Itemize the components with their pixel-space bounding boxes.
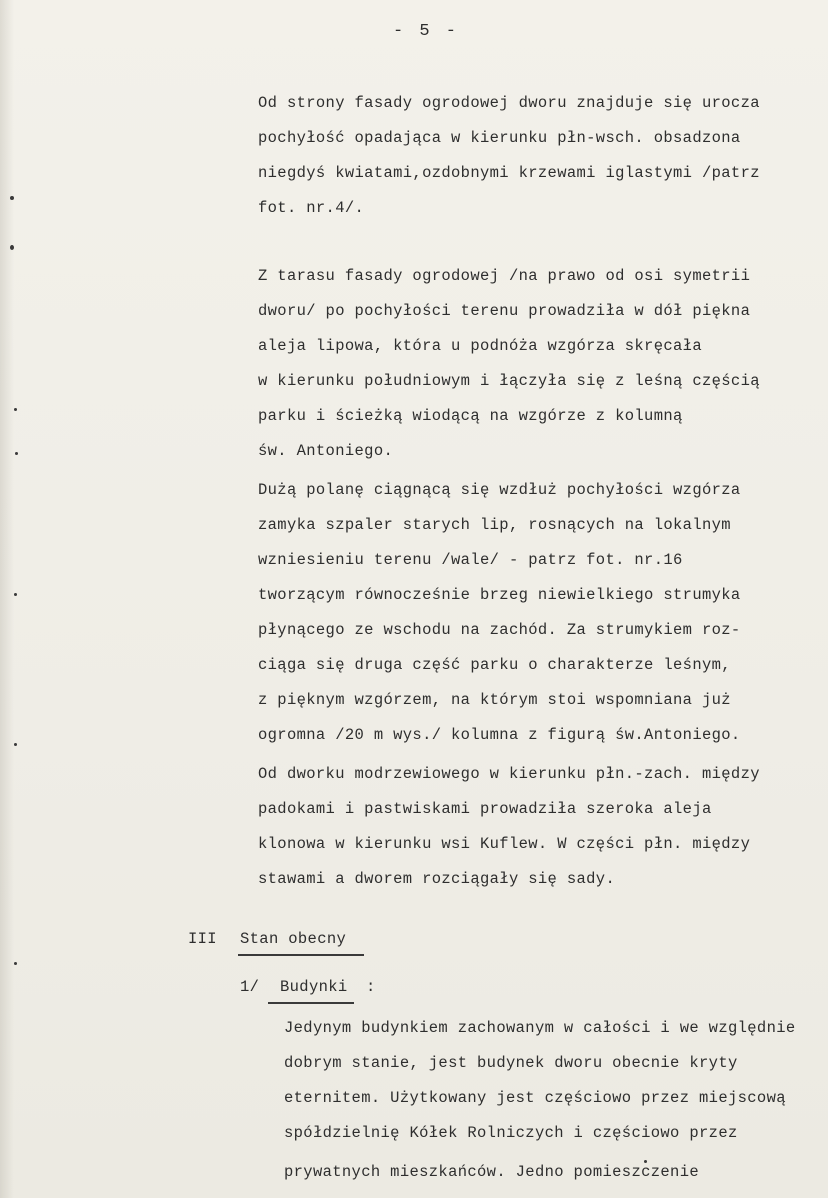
paragraph-line: ogromna /20 m wys./ kolumna z figurą św.Antoniego. (258, 726, 741, 744)
paragraph-line: wzniesieniu terenu /wale/ - patrz fot. nr.16 (258, 551, 683, 569)
paragraph-line: ciąga się druga część parku o charakterze leśnym, (258, 656, 731, 674)
paragraph-line: w kierunku południowym i łączyła się z leśną częścią (258, 372, 760, 390)
paragraph-line: fot. nr.4/. (258, 199, 365, 217)
page-number: - 5 - (393, 22, 460, 41)
paragraph-line: prywatnych mieszkańców. Jedno pomieszczenie (284, 1163, 700, 1181)
section-title: Stan obecny (240, 930, 347, 948)
paragraph-line: Dużą polanę ciągnącą się wzdłuż pochyłości wzgórza (258, 481, 741, 499)
subsection-number: 1/ (240, 978, 260, 996)
paragraph-line: parku i ścieżką wiodącą na wzgórze z kolumną (258, 407, 683, 425)
paragraph-line: Od strony fasady ogrodowej dworu znajduje się urocza (258, 94, 760, 112)
page-speck (644, 1160, 647, 1163)
section-number: III (188, 930, 217, 948)
subsection-title: Budynki (280, 978, 348, 996)
margin-speck (14, 593, 17, 596)
margin-speck (10, 196, 14, 200)
margin-speck (14, 408, 17, 411)
margin-speck (14, 743, 17, 746)
margin-speck (15, 452, 18, 455)
paragraph-line: spółdzielnię Kółek Rolniczych i częściowo przez (284, 1124, 738, 1142)
section-title-underline (238, 954, 364, 956)
paragraph-line: Jedynym budynkiem zachowanym w całości i we względnie (284, 1019, 796, 1037)
paragraph-line: św. Antoniego. (258, 442, 394, 460)
paragraph-line: stawami a dworem rozciągały się sady. (258, 870, 616, 888)
paragraph-line: niegdyś kwiatami,ozdobnymi krzewami iglastymi /patrz (258, 164, 760, 182)
paragraph-line: padokami i pastwiskami prowadziła szeroka aleja (258, 800, 712, 818)
paragraph-line: dobrym stanie, jest budynek dworu obecnie kryty (284, 1054, 738, 1072)
paragraph-line: Od dworku modrzewiowego w kierunku płn.-zach. między (258, 765, 760, 783)
paragraph-line: pochyłość opadająca w kierunku płn-wsch. obsadzona (258, 129, 741, 147)
paragraph-line: aleja lipowa, która u podnóża wzgórza skręcała (258, 337, 702, 355)
page-edge-shadow (0, 0, 14, 1198)
margin-speck (14, 962, 17, 965)
paragraph-line: tworzącym równocześnie brzeg niewielkiego strumyka (258, 586, 741, 604)
paragraph-line: płynącego ze wschodu na zachód. Za strumykiem roz- (258, 621, 741, 639)
paragraph-line: z pięknym wzgórzem, na którym stoi wspomniana już (258, 691, 731, 709)
margin-speck (10, 245, 14, 250)
subsection-title-underline (268, 1002, 354, 1004)
paragraph-line: eternitem. Użytkowany jest częściowo przez miejscową (284, 1089, 786, 1107)
paragraph-line: Z tarasu fasady ogrodowej /na prawo od osi symetrii (258, 267, 751, 285)
subsection-colon: : (366, 978, 376, 996)
paragraph-line: klonowa w kierunku wsi Kuflew. W części płn. między (258, 835, 751, 853)
paragraph-line: zamyka szpaler starych lip, rosnących na lokalnym (258, 516, 731, 534)
paragraph-line: dworu/ po pochyłości terenu prowadziła w dół piękna (258, 302, 751, 320)
